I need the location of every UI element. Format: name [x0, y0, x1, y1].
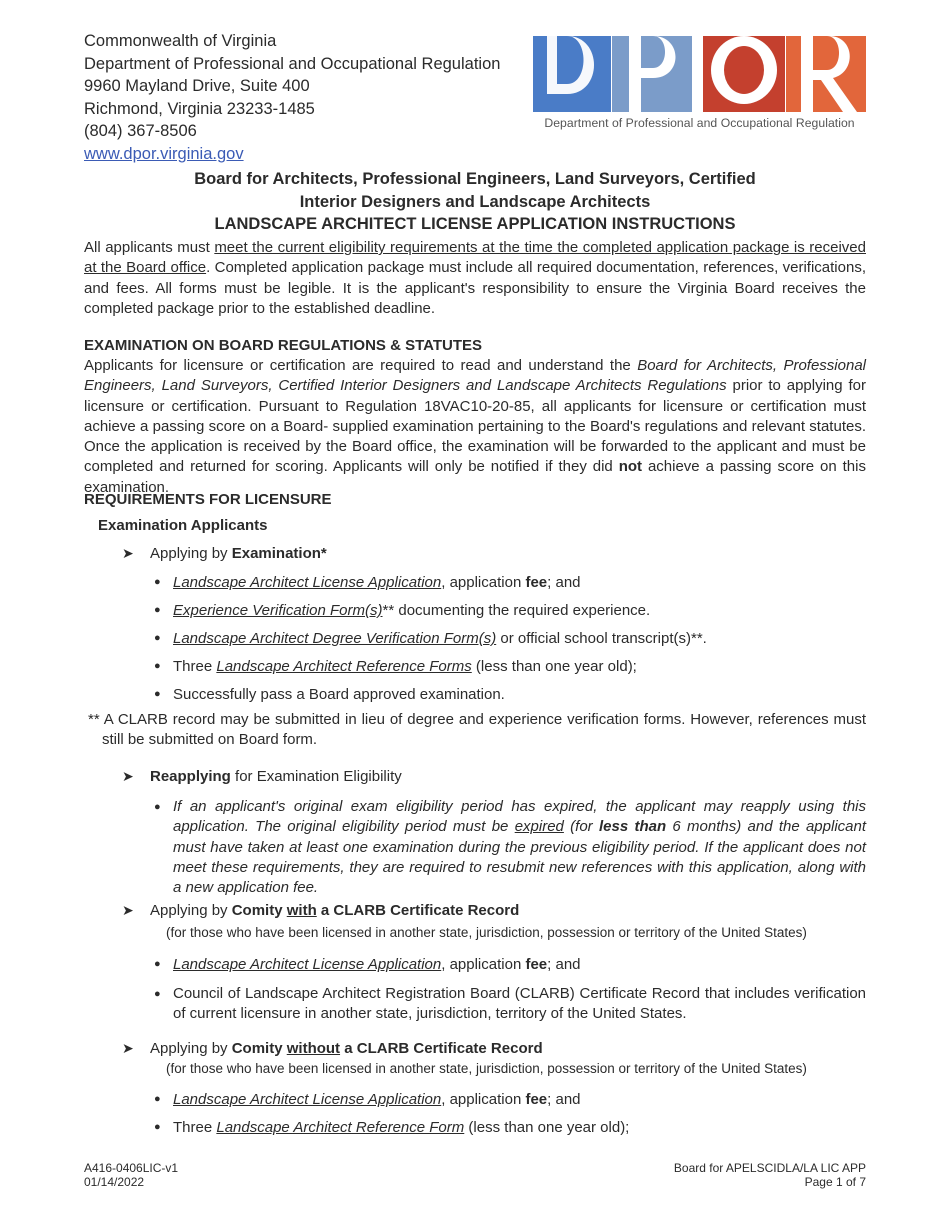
list-item: ● Council of Landscape Architect Registration Board (CLARB) Certificate Record that includes verification of current licensure in another state, jurisdiction, territory of the United States. — [154, 985, 866, 1023]
document-titles — [84, 168, 866, 236]
list-item: ● Three Landscape Architect Reference Form (less than one year old); — [154, 1119, 630, 1136]
form-date: 01/14/2022 — [84, 1174, 145, 1189]
exam-section-paragraph: Applicants for licensure or certification are required to read and understand the Board for Architects, Professional Engineers, Land Surveyors, Certified Interior Designers and Landscape Architects Regulations prior to applying for licensure or certification. Pursuant to Regulation 18VAC10-20-85, all applicants for licensure or certification must achieve a passing score on a Board- supplied examination pertaining to the Board's regulations and relevant statutes. Once the application is received by the Board office, the examination will be forwarded to the applicant and must be completed and returned for scoring. Applicants will only be notified if they did not achieve a passing score on this examination. — [84, 357, 866, 496]
applying-by-examination: ➤ Applying by Examination* — [122, 545, 327, 562]
arrow-bullet-icon: ➤ — [122, 902, 134, 918]
website-link[interactable]: www.dpor.virginia.gov — [84, 144, 244, 163]
arrow-bullet-icon: ➤ — [122, 545, 134, 561]
phone-number: (804) 367-8506 — [84, 122, 197, 140]
license-application-link[interactable]: Landscape Architect License Application — [173, 574, 442, 591]
agency-address — [84, 30, 500, 165]
board-title-line-2: Interior Designers and Landscape Architects — [299, 192, 651, 211]
list-item: ● Landscape Architect License Application, application fee; and — [154, 956, 581, 973]
dpor-logo — [533, 36, 866, 132]
document-title: LANDSCAPE ARCHITECT LICENSE APPLICATION INSTRUCTIONS — [214, 215, 736, 233]
reference-form-link[interactable]: Landscape Architect Reference Form — [216, 1119, 465, 1136]
examination-applicants-heading: Examination Applicants — [98, 517, 268, 534]
experience-verification-link[interactable]: Experience Verification Form(s) — [173, 602, 383, 619]
list-item: ● Experience Verification Form(s)** documenting the required experience. — [154, 602, 651, 619]
clarb-note: ** A CLARB record may be submitted in lieu of degree and experience verification forms. However, references must still be submitted on Board form. — [88, 711, 866, 749]
bullet-icon: ● — [154, 660, 161, 672]
list-item: ● Landscape Architect Degree Verification Form(s) or official school transcript(s)**. — [154, 630, 707, 647]
exam-section-heading: EXAMINATION ON BOARD REGULATIONS & STATUTES — [84, 337, 483, 354]
bullet-icon: ● — [154, 1121, 161, 1133]
address-line: Richmond, Virginia 23233-1485 — [84, 99, 315, 118]
applying-by-comity-without-clarb: ➤ Applying by Comity without a CLARB Certificate Record — [122, 1040, 543, 1057]
list-item: ● Successfully pass a Board approved examination. — [154, 686, 505, 703]
list-item: ● Landscape Architect License Application, application fee; and — [154, 574, 581, 591]
reference-forms-link[interactable]: Landscape Architect Reference Forms — [216, 658, 472, 675]
footer-left — [84, 1162, 178, 1189]
bullet-icon: ● — [154, 688, 161, 700]
license-application-link[interactable]: Landscape Architect License Application — [173, 1091, 442, 1108]
list-item: ● If an applicant's original exam eligibility period has expired, the applicant may reapply using this application. The original eligibility period must be expired (for less than 6 months) and the applicant must have taken at least one examination during the previous eligibility period. If the applicant does not meet these requirements, they are required to resubmit new references with this application, along with a new application fee. — [154, 798, 867, 897]
license-application-link[interactable]: Landscape Architect License Application — [173, 956, 442, 973]
bullet-icon: ● — [154, 1093, 161, 1105]
comity-without-note: (for those who have been licensed in another state, jurisdiction, possession or territory of the United States) — [166, 1061, 807, 1076]
applying-by-comity-with-clarb: ➤ Applying by Comity with a CLARB Certificate Record — [122, 902, 520, 919]
dpor-logo-mark — [533, 36, 866, 112]
address-line: 9960 Mayland Drive, Suite 400 — [84, 77, 310, 95]
bullet-icon: ● — [154, 576, 161, 588]
list-item: ● Three Landscape Architect Reference Forms (less than one year old); — [154, 658, 637, 675]
logo-caption: Department of Professional and Occupational Regulation — [544, 116, 855, 130]
requirements-heading: REQUIREMENTS FOR LICENSURE — [84, 491, 332, 508]
degree-verification-link[interactable]: Landscape Architect Degree Verification Form(s) — [173, 630, 497, 647]
list-item: ● Landscape Architect License Application, application fee; and — [154, 1091, 581, 1108]
bullet-icon: ● — [154, 958, 161, 970]
intro-paragraph: All applicants must meet the current eligibility requirements at the time the completed application package is received at the Board office. Completed application package must include all required documentation, references, verifications, and fees. All forms must be legible. It is the applicant's responsibility to ensure the Virginia Board receives the completed package prior to the established deadline. — [84, 239, 866, 317]
board-title-line-1: Board for Architects, Professional Engineers, Land Surveyors, Certified — [194, 170, 756, 188]
page-number: Page 1 of 7 — [804, 1174, 866, 1189]
bullet-icon: ● — [154, 604, 161, 616]
arrow-bullet-icon: ➤ — [122, 1040, 134, 1056]
bullet-icon: ● — [154, 632, 161, 644]
form-code: A416-0406LIC-v1 — [84, 1161, 179, 1175]
bullet-icon: ● — [154, 801, 161, 813]
bullet-icon: ● — [154, 988, 161, 1000]
address-line: Commonwealth of Virginia — [84, 32, 277, 50]
address-line: Department of Professional and Occupational Regulation — [84, 54, 501, 73]
arrow-bullet-icon: ➤ — [122, 768, 134, 784]
footer-right — [674, 1162, 866, 1189]
comity-with-note: (for those who have been licensed in another state, jurisdiction, possession or territory of the United States) — [166, 925, 807, 940]
reapplying-for-eligibility: ➤ Reapplying for Examination Eligibility — [122, 768, 402, 785]
board-form-name: Board for APELSCIDLA/LA LIC APP — [673, 1161, 866, 1175]
